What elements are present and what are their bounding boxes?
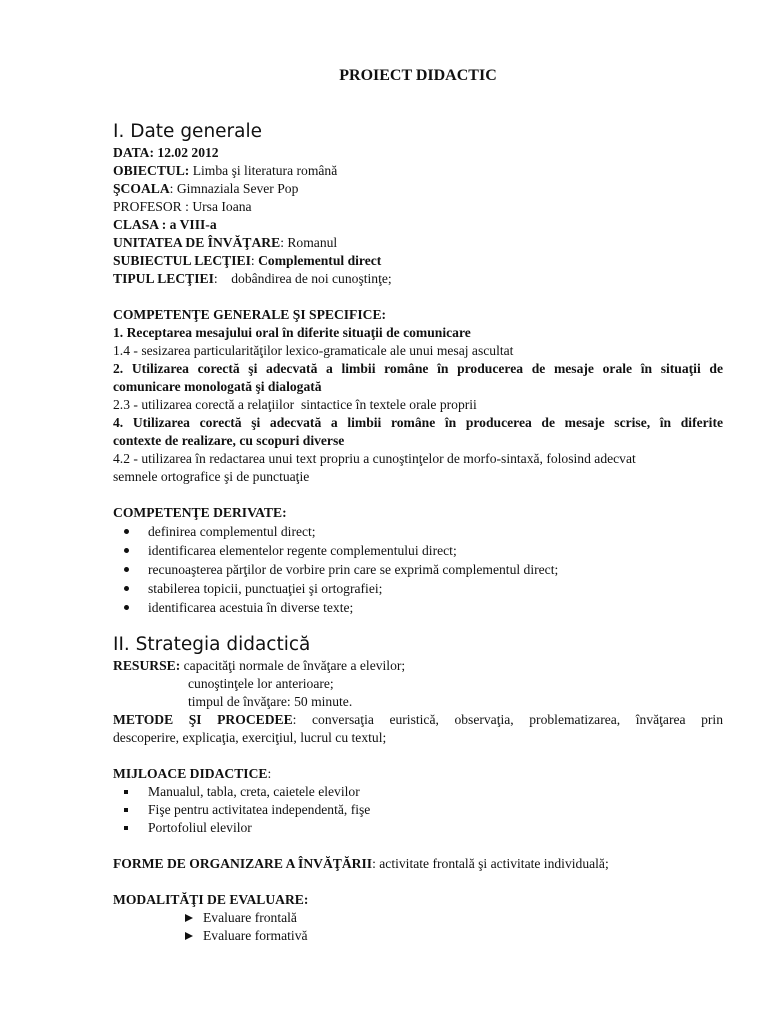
competenta-1: 1. Receptarea mesajului oral în diferite situaţii de comunicare <box>113 325 471 340</box>
field-value: PROFESOR : Ursa Ioana <box>113 199 252 214</box>
field-scoala <box>113 180 723 198</box>
field-value: : Romanul <box>280 235 338 250</box>
field-value: Limba şi literatura română <box>189 163 338 178</box>
field-clasa <box>113 216 723 234</box>
field-label: CLASA : a VIII-a <box>113 217 217 232</box>
field-value-bold: Complementul direct <box>258 253 382 268</box>
field-label: SUBIECTUL LECŢIEI <box>113 253 251 268</box>
list-item: Evaluare formativă <box>185 927 723 945</box>
field-value: : <box>250 253 259 268</box>
forme-row <box>113 855 723 873</box>
competenta-4-2-line2: semnele ortografice şi de punctuaţie <box>113 469 310 484</box>
list-item: stabilerea topicii, punctuaţiei şi ortografiei; <box>113 579 723 598</box>
bullet-icon <box>124 586 129 591</box>
competenta-2-3: 2.3 - utilizarea corectă a relaţiilor sintactice în textele orale proprii <box>113 397 477 412</box>
field-value: : dobândirea de noi cunoştinţe; <box>213 271 392 286</box>
competenta-2-line2: comunicare monologată şi dialogată <box>113 379 322 394</box>
square-bullet-icon <box>124 826 128 830</box>
derivate-list <box>113 522 723 617</box>
competenta-4-line2: contexte de realizare, cu scopuri diverse <box>113 433 345 448</box>
list-item: Manualul, tabla, creta, caietele elevilor <box>113 783 723 801</box>
evaluare-heading: MODALITĂŢI DE EVALUARE: <box>113 892 309 907</box>
bullet-icon <box>124 567 129 572</box>
field-value: : Gimnaziala Sever Pop <box>169 181 299 196</box>
list-item: identificarea elementelor regente complementului direct; <box>113 541 723 560</box>
list-item: recunoaşterea părţilor de vorbire prin care se exprimă complementul direct; <box>113 560 723 579</box>
field-label: DATA: 12.02 2012 <box>113 145 219 160</box>
bullet-icon <box>124 548 129 553</box>
derivate-heading: COMPETENŢE DERIVATE: <box>113 505 287 520</box>
forme-value: : activitate frontală şi activitate individuală; <box>372 856 609 871</box>
field-data <box>113 144 723 162</box>
resurse-item: cunoştinţele lor anterioare; <box>188 676 334 691</box>
field-profesor <box>113 198 723 216</box>
forme-label: FORME DE ORGANIZARE A ÎNVĂŢĂRII <box>113 856 373 871</box>
section-heading-strategia: II. Strategia didactică <box>113 634 311 655</box>
evaluare-list <box>113 909 723 945</box>
mijloace-label: MIJLOACE DIDACTICE <box>113 766 268 781</box>
competenta-4-2-line1: 4.2 - utilizarea în redactarea unui text propriu a cunoştinţelor de morfo-sintaxă, folosind adecvat <box>113 451 636 466</box>
resurse-row <box>113 657 723 675</box>
metode-label: METODE ŞI PROCEDEE <box>113 712 293 727</box>
list-item: definirea complementul direct; <box>113 522 723 541</box>
competenta-1-4: 1.4 - sesizarea particularităţilor lexico-gramaticale ale unui mesaj ascultat <box>113 343 514 358</box>
section-heading-date-generale: I. Date generale <box>113 121 263 142</box>
arrow-bullet-icon <box>185 932 193 940</box>
field-label: OBIECTUL: <box>113 163 190 178</box>
list-item: Portofoliul elevilor <box>113 819 723 837</box>
document-title: PROIECT DIDACTIC <box>339 67 497 84</box>
list-item: identificarea acestuia în diverse texte; <box>113 598 723 617</box>
competenta-4-line1: 4. Utilizarea corectă şi adecvată a limbii române în producerea de mesaje scrise, în diferite <box>113 415 723 430</box>
field-label: TIPUL LECŢIEI <box>113 271 214 286</box>
field-obiectul <box>113 162 723 180</box>
field-unitatea <box>113 234 723 252</box>
square-bullet-icon <box>124 808 128 812</box>
bullet-icon <box>124 529 129 534</box>
resurse-item: timpul de învăţare: 50 minute. <box>188 694 353 709</box>
square-bullet-icon <box>124 790 128 794</box>
resurse-label: RESURSE: <box>113 658 181 673</box>
metode-line2: descoperire, explicaţia, exerciţiul, lucrul cu textul; <box>113 730 387 745</box>
list-item: Evaluare frontală <box>185 909 723 927</box>
resurse-item: capacităţi normale de învăţare a elevilor; <box>183 658 406 673</box>
mijloace-row: MIJLOACE DIDACTICE: <box>113 766 272 781</box>
bullet-icon <box>124 605 129 610</box>
document-page <box>113 66 723 945</box>
competenta-2-line1: 2. Utilizarea corectă şi adecvată a limbii române în producerea de mesaje orale în situaţii de <box>113 361 723 376</box>
field-subiectul <box>113 252 723 270</box>
list-item: Fişe pentru activitatea independentă, fişe <box>113 801 723 819</box>
mijloace-list <box>113 783 723 837</box>
field-label: ŞCOALA <box>113 181 170 196</box>
arrow-bullet-icon <box>185 914 193 922</box>
field-tipul <box>113 270 723 288</box>
competente-heading: COMPETENŢE GENERALE ŞI SPECIFICE: <box>113 307 387 322</box>
metode-text: : conversaţia euristică, observaţia, problematizarea, învăţarea prin <box>292 712 724 727</box>
field-label: UNITATEA DE ÎNVĂŢARE <box>113 235 281 250</box>
metode-line1 <box>113 711 723 729</box>
